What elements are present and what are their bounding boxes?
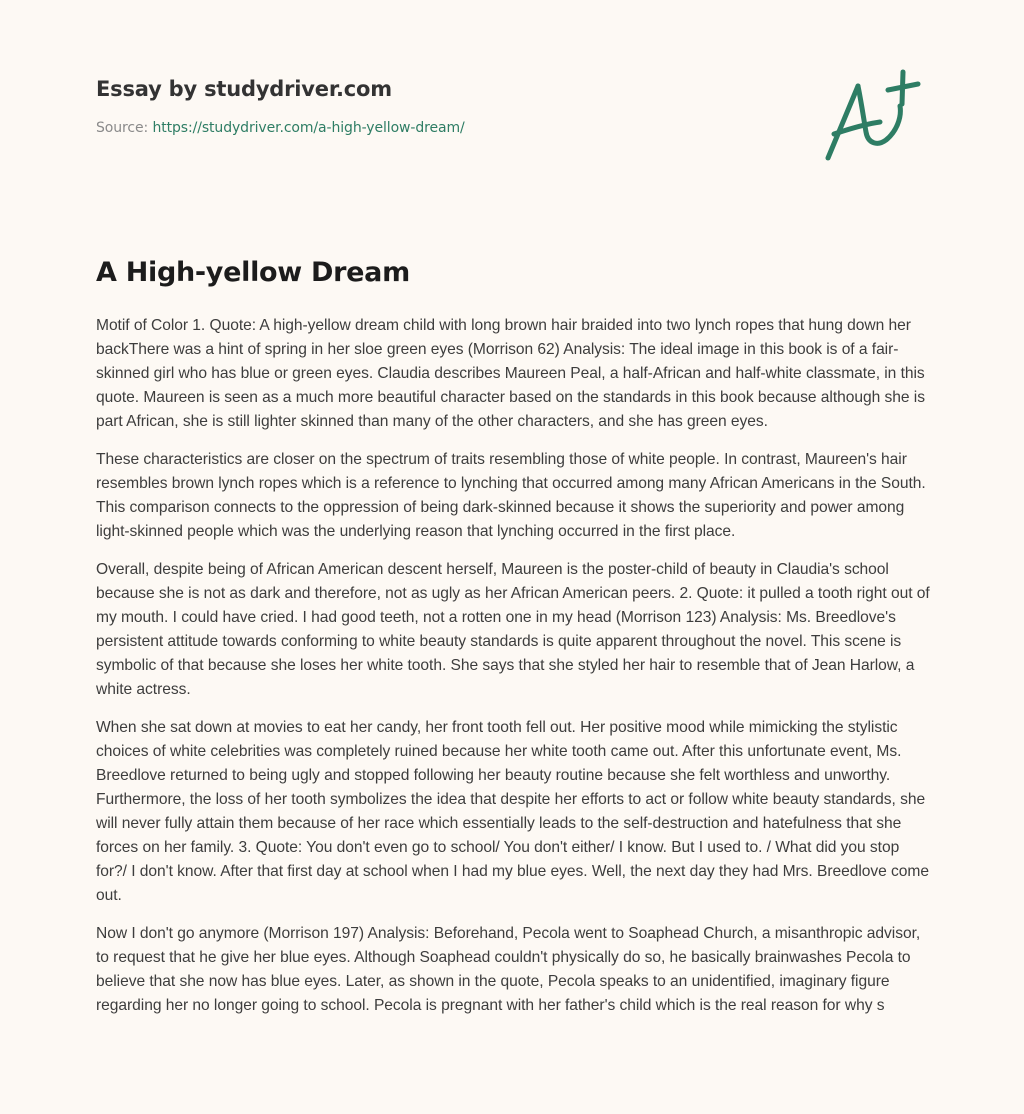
paragraph: Motif of Color 1. Quote: A high-yellow dream child with long brown hair braided into two lynch ropes that hung down her backThere was a hint of spring in her sloe green eyes (Morrison 62) Analysis: The ideal image in this book is of a fair-skinned girl who has blue or green eyes. Claudia describes Maureen Peal, a half-African and half-white classmate, in this quote. Maureen is seen as a much more beautiful character based on the standards in this book because although she is part African, she is still lighter skinned than many of the other characters, and she has green eyes. <box>96 317 925 430</box>
site-title: Essay by studydriver.com <box>96 77 392 101</box>
source-label: Source: <box>96 120 149 136</box>
source-link[interactable]: https://studydriver.com/a-high-yellow-dream/ <box>152 120 465 136</box>
source-line <box>96 118 796 138</box>
paragraph: When she sat down at movies to eat her candy, her front tooth fell out. Her positive mood while mimicking the stylistic choices of white celebrities was completely ruined because her white tooth came out. After this unfortunate event, Ms. Breedlove returned to being ugly and stopped following her beauty routine because she felt worthless and unworthy. Furthermore, the loss of her tooth symbolizes the idea that despite her efforts to act or follow white beauty standards, she will never fully attain them because of her race which essentially leads to the self-destruction and hatefulness that she forces on her family. 3. Quote: You don't even go to school/ You don't either/ I know. But I used to. / What did you stop for?/ I don't know. After that first day at school when I had my blue eyes. Well, the next day they had Mrs. Breedlove come out. <box>96 719 929 904</box>
paragraph: Overall, despite being of African American descent herself, Maureen is the poster-child of beauty in Claudia's school because she is not as dark and therefore, not as ugly as her African American peers. 2. Quote: it pulled a tooth right out of my mouth. I could have cried. I had good teeth, not a rotten one in my head (Morrison 123) Analysis: Ms. Breedlove's persistent attitude towards conforming to white beauty standards is quite apparent throughout the novel. This scene is symbolic of that because she loses her white tooth. She says that she styled her hair to resemble that of Jean Harlow, a white actress. <box>96 561 930 698</box>
paragraph: Now I don't go anymore (Morrison 197) Analysis: Beforehand, Pecola went to Soaphead Church, a misanthropic advisor, to request that he give her blue eyes. Although Soaphead couldn't physically do so, he basically brainwashes Pecola to believe that she now has blue eyes. Later, as shown in the quote, Pecola speaks to an unidentified, imaginary figure regarding her no longer going to school. Pecola is pregnant with her father's child which is the real reason for why s <box>96 925 921 1014</box>
document-title: A High-yellow Dream <box>96 257 410 288</box>
paragraph: These characteristics are closer on the spectrum of traits resembling those of white people. In contrast, Maureen's hair resembles brown lynch ropes which is a reference to lynching that occurred among many African Americans in the South. This comparison connects to the oppression of being dark-skinned because it shows the superiority and power among light-skinned people which was the underlying reason that lynching occurred in the first place. <box>96 451 926 540</box>
essay-header <box>96 74 796 138</box>
a-plus-grade-icon <box>822 66 930 166</box>
essay-body <box>96 314 931 1032</box>
